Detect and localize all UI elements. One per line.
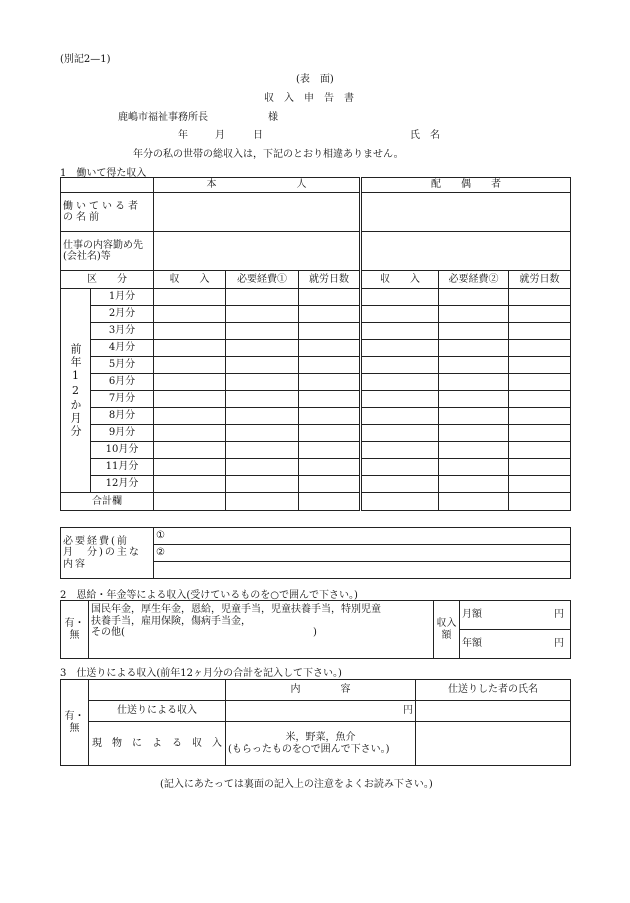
kubun-header: 区 分	[61, 271, 154, 289]
section1-title: 1 働いて得た収入	[60, 168, 147, 179]
self-days-cell[interactable]	[299, 374, 361, 391]
self-job-field[interactable]	[154, 232, 361, 271]
pension-types[interactable]	[89, 601, 434, 659]
self-expense-cell[interactable]	[226, 374, 299, 391]
statement: 年分の私の世帯の総収入は，下記のとおり相違ありません。	[133, 149, 404, 160]
month-row	[61, 459, 571, 476]
spouse-income-cell[interactable]	[361, 374, 439, 391]
spouse-income-cell[interactable]	[361, 408, 439, 425]
remittance-table	[60, 679, 571, 766]
self-worker-name-field[interactable]	[154, 193, 361, 232]
spouse-income-cell[interactable]	[361, 391, 439, 408]
in-kind-sender-field[interactable]	[416, 722, 571, 766]
month-label: 4月分	[91, 340, 154, 357]
spouse-expense-cell[interactable]	[439, 459, 509, 476]
spouse-days-cell[interactable]	[509, 357, 571, 374]
spouse-expense-cell[interactable]	[439, 323, 509, 340]
spouse-income-cell[interactable]	[361, 323, 439, 340]
self-expense-cell[interactable]	[226, 391, 299, 408]
spouse-income-cell[interactable]	[361, 306, 439, 323]
spouse-expense-cell[interactable]	[439, 306, 509, 323]
month-label: 7月分	[91, 391, 154, 408]
period-text: 前年12か月分	[69, 343, 82, 438]
self-expense-cell[interactable]	[226, 408, 299, 425]
month-row	[61, 340, 571, 357]
self-days-cell[interactable]	[299, 340, 361, 357]
sender-header: 仕送りした者の氏名	[416, 680, 571, 701]
date-day: 日	[253, 130, 263, 141]
self-expense-cell[interactable]	[226, 306, 299, 323]
addressee: 鹿嶋市福祉事務所長	[118, 112, 208, 123]
section2-title: 2 恩給・年金等による収入(受けているものを○で囲んで下さい。)	[60, 590, 358, 601]
in-kind-label: 現 物 に よ る 収 入	[89, 722, 226, 766]
section3-title: 3 仕送りによる収入(前年12ヶ月分の合計を記入して下さい。)	[60, 668, 342, 679]
month-label: 10月分	[91, 442, 154, 459]
total-spouse-expense[interactable]	[439, 493, 509, 511]
month-row	[61, 425, 571, 442]
month-label: 8月分	[91, 408, 154, 425]
self-income-cell[interactable]	[154, 374, 226, 391]
self-income-cell[interactable]	[154, 408, 226, 425]
self-days-cell[interactable]	[299, 425, 361, 442]
spouse-expense-header: 必要経費②	[439, 271, 509, 289]
expense-table	[60, 527, 571, 579]
month-label: 2月分	[91, 306, 154, 323]
date-month: 月	[215, 130, 225, 141]
total-label: 合計欄	[61, 493, 154, 511]
spouse-income-cell[interactable]	[361, 442, 439, 459]
self-income-cell[interactable]	[154, 391, 226, 408]
spouse-income-cell[interactable]	[361, 476, 439, 493]
yearly-label: 年額	[462, 638, 482, 650]
in-kind-content[interactable]	[226, 722, 416, 766]
name-label: 氏 名	[410, 130, 440, 141]
month-row	[61, 357, 571, 374]
spouse-days-cell[interactable]	[509, 323, 571, 340]
mark-2: ②	[156, 547, 165, 559]
self-days-cell[interactable]	[299, 289, 361, 306]
self-expense-header: 必要経費①	[226, 271, 299, 289]
month-row	[61, 391, 571, 408]
remit-sender-field[interactable]	[416, 701, 571, 722]
expense-row-3[interactable]	[154, 562, 571, 579]
pension-line-1: 国民年金，厚生年金，恩給，児童手当，児童扶養手当，特別児童	[91, 604, 381, 615]
content-header: 内 容	[226, 680, 416, 701]
self-income-header: 収 入	[154, 271, 226, 289]
total-self-income[interactable]	[154, 493, 226, 511]
self-income-cell[interactable]	[154, 459, 226, 476]
spouse-column-header: 配 偶 者	[361, 178, 571, 193]
monthly-label: 月額	[462, 609, 482, 621]
self-expense-cell[interactable]	[226, 289, 299, 306]
self-income-cell[interactable]	[154, 357, 226, 374]
month-label: 12月分	[91, 476, 154, 493]
remit-amount-field[interactable]	[226, 701, 416, 722]
remit-yes-no[interactable]: 有・無	[61, 680, 89, 766]
total-spouse-income[interactable]	[361, 493, 439, 511]
month-label: 1月分	[91, 289, 154, 306]
self-income-cell[interactable]	[154, 306, 226, 323]
month-label: 3月分	[91, 323, 154, 340]
self-days-cell[interactable]	[299, 357, 361, 374]
self-workdays-header: 就労日数	[299, 271, 361, 289]
pension-yes-no[interactable]: 有・無	[61, 601, 89, 659]
income-amount-label: 収入額	[434, 601, 460, 659]
spouse-days-cell[interactable]	[509, 425, 571, 442]
period-label	[61, 289, 91, 493]
self-income-cell[interactable]	[154, 323, 226, 340]
self-expense-cell[interactable]	[226, 442, 299, 459]
month-label: 6月分	[91, 374, 154, 391]
yearly-yen: 円	[554, 638, 564, 650]
self-income-cell[interactable]	[154, 340, 226, 357]
month-row	[61, 442, 571, 459]
pension-line-3: その他(	[91, 627, 125, 638]
spouse-expense-cell[interactable]	[439, 357, 509, 374]
self-days-cell[interactable]	[299, 476, 361, 493]
spouse-income-cell[interactable]	[361, 289, 439, 306]
self-expense-cell[interactable]	[226, 425, 299, 442]
worker-name-label: 働いている者の名前	[61, 193, 154, 232]
self-income-cell[interactable]	[154, 289, 226, 306]
side-label: (表 面)	[296, 74, 334, 85]
spouse-days-cell[interactable]	[509, 374, 571, 391]
in-kind-line-1: 米，野菜，魚介	[285, 732, 356, 743]
total-self-expense[interactable]	[226, 493, 299, 511]
form-code: (別記2—1)	[60, 54, 111, 65]
pension-line-2: 扶養手当，雇用保険，傷病手当金，	[91, 615, 251, 627]
spouse-expense-cell[interactable]	[439, 289, 509, 306]
mark-1: ①	[156, 530, 165, 542]
footer-note: (記入にあたっては裏面の記入上の注意をよくお読み下さい。)	[160, 779, 433, 790]
total-spouse-days[interactable]	[509, 493, 571, 511]
pension-line-3-end: )	[313, 627, 317, 638]
month-row	[61, 476, 571, 493]
month-row	[61, 289, 571, 306]
spouse-days-cell[interactable]	[509, 408, 571, 425]
self-expense-cell[interactable]	[226, 459, 299, 476]
self-expense-cell[interactable]	[226, 357, 299, 374]
spouse-income-header: 収 入	[361, 271, 439, 289]
month-label: 9月分	[91, 425, 154, 442]
spouse-expense-cell[interactable]	[439, 374, 509, 391]
pension-table	[60, 600, 571, 659]
remit-yen: 円	[403, 705, 413, 717]
spouse-income-cell[interactable]	[361, 340, 439, 357]
income-table	[60, 177, 571, 511]
total-self-days[interactable]	[299, 493, 361, 511]
expense-row-1[interactable]	[154, 528, 571, 545]
self-days-cell[interactable]	[299, 442, 361, 459]
month-row	[61, 323, 571, 340]
blank-header-cell	[61, 178, 154, 193]
spouse-expense-cell[interactable]	[439, 408, 509, 425]
honorific: 様	[268, 112, 278, 123]
spouse-expense-cell[interactable]	[439, 391, 509, 408]
in-kind-line-2: (もらったものを○で囲んで下さい。)	[228, 743, 390, 755]
spouse-job-field[interactable]	[361, 232, 571, 271]
expense-row-2[interactable]	[154, 545, 571, 562]
self-income-cell[interactable]	[154, 425, 226, 442]
date-year: 年	[178, 130, 188, 141]
spouse-expense-cell[interactable]	[439, 425, 509, 442]
month-label: 5月分	[91, 357, 154, 374]
spouse-days-cell[interactable]	[509, 340, 571, 357]
self-days-cell[interactable]	[299, 391, 361, 408]
self-income-cell[interactable]	[154, 476, 226, 493]
spouse-income-cell[interactable]	[361, 425, 439, 442]
spouse-income-cell[interactable]	[361, 459, 439, 476]
spouse-days-cell[interactable]	[509, 459, 571, 476]
spouse-income-cell[interactable]	[361, 357, 439, 374]
month-row	[61, 374, 571, 391]
remit-blank-header	[89, 680, 226, 701]
self-expense-cell[interactable]	[226, 340, 299, 357]
self-income-cell[interactable]	[154, 442, 226, 459]
monthly-yen: 円	[554, 609, 564, 621]
expense-content-label: 必要経費(前 月 分)の主な内容	[61, 528, 154, 579]
spouse-days-cell[interactable]	[509, 391, 571, 408]
yearly-amount-field[interactable]	[460, 630, 571, 659]
spouse-days-cell[interactable]	[509, 289, 571, 306]
self-column-header: 本 人	[154, 178, 361, 193]
self-days-cell[interactable]	[299, 323, 361, 340]
month-row	[61, 408, 571, 425]
self-days-cell[interactable]	[299, 408, 361, 425]
month-label: 11月分	[91, 459, 154, 476]
spouse-expense-cell[interactable]	[439, 476, 509, 493]
spouse-expense-cell[interactable]	[439, 442, 509, 459]
spouse-expense-cell[interactable]	[439, 340, 509, 357]
form-title: 収 入 申 告 書	[264, 93, 354, 104]
spouse-workdays-header: 就労日数	[509, 271, 571, 289]
self-expense-cell[interactable]	[226, 476, 299, 493]
spouse-days-cell[interactable]	[509, 476, 571, 493]
self-expense-cell[interactable]	[226, 323, 299, 340]
month-row	[61, 306, 571, 323]
spouse-worker-name-field[interactable]	[361, 193, 571, 232]
self-days-cell[interactable]	[299, 306, 361, 323]
spouse-days-cell[interactable]	[509, 306, 571, 323]
job-label: 仕事の内容勤め先(会社名)等	[61, 232, 154, 271]
remit-income-label: 仕送りによる収入	[89, 701, 226, 722]
self-days-cell[interactable]	[299, 459, 361, 476]
spouse-days-cell[interactable]	[509, 442, 571, 459]
monthly-amount-field[interactable]	[460, 601, 571, 630]
